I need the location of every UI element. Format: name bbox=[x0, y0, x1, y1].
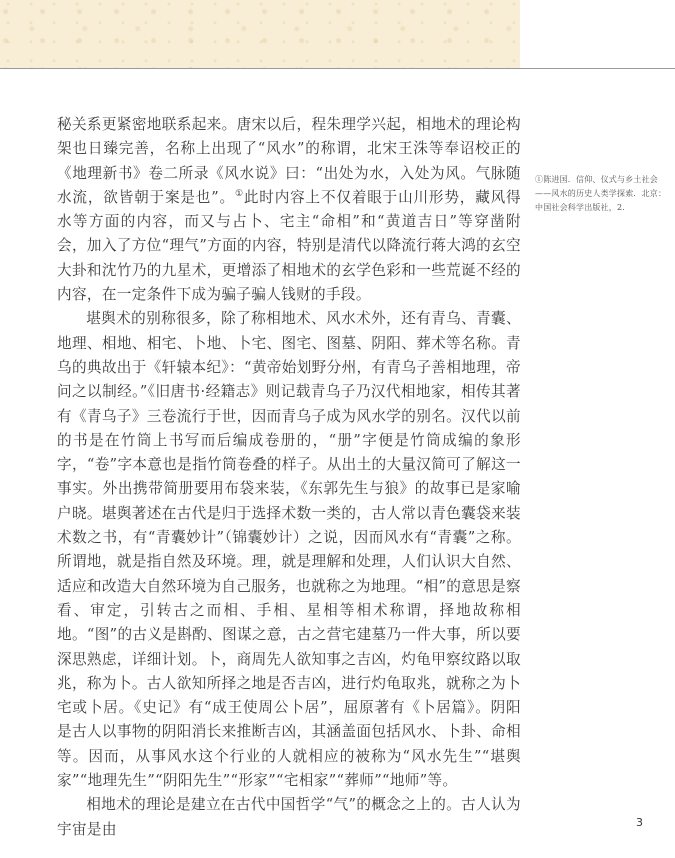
paragraph-1-text-a: 秘关系更紧密地联系起来。唐宋以后，程朱理学兴起，相地术的理论构架也日臻完善，名称上出现了“风水”的称谓，北宋王洙等奉诏校正的《地理新书》卷二所录《风水说》曰：“出处为水，入处为风。气脉随水流，欲皆朝于案是也”。 bbox=[57, 116, 521, 206]
paragraph-1-text-b: 此时内容上不仅着眼于山川形势，藏风得水等方面的内容，而又与占卜、宅主“命相”和“黄道吉日”等穿凿附会，加入了方位“理气”方面的内容，特别是清代以降流行蒋大鸿的玄空大卦和沈竹乃的九星术，更增添了相地术的玄学色彩和一些荒诞不经的内容，在一定条件下成为骗子骗人钱财的手段。 bbox=[57, 188, 521, 304]
paragraph-2: 堪舆术的别称很多，除了称相地术、风水术外，还有青乌、青囊、地理、相地、相宅、卜地、卜宅、图宅、图墓、阴阳、葬术等名称。青乌的典故出于《轩辕本纪》：“黄帝始划野分州，有青乌子善相地理，帝问之以制经。”《旧唐书·经籍志》则记载青乌子乃汉代相地家，相传其著有《青乌子》三卷流行于世，因而青乌子成为风水学的别名。汉代以前的书是在竹筒上书写而后编成卷册的，“册”字便是竹筒成编的象形字，“卷”字本意也是指竹筒卷叠的样子。从出土的大量汉简可了解这一事实。外出携带简册要用布袋来装，《东郭先生与狼》的故事已是家喻户晓。堪舆著述在古代是归于选择术数一类的，古人常以青色囊袋来装术数之书，有“青囊妙计”（锦囊妙计）之说，因而风水有“青囊”之称。所谓地，就是指自然及环境。理，就是理解和处理，人们认识大自然、适应和改造大自然环境为自己服务，也就称之为地理。“相”的意思是察看、审定，引转古之而相、手相、星相等相术称谓，择地故称相地。“图”的古义是斟酌、图谋之意，古之营宅建墓乃一件大事，所以要深思熟虑，详细计划。卜，商周先人欲知事之吉凶，灼龟甲察纹路以取兆，称为卜。古人欲知所择之地是否吉凶，进行灼龟取兆，就称之为卜宅或卜居。《史记》有“成王使周公卜居”，屈原著有《卜居篇》。阴阳是古人以事物的阴阳消长来推断吉凶，其涵盖面包括风水、卜卦、命相等。因而，从事风水这个行业的人就相应的被称为“风水先生”“堪舆家”“地理先生”“阴阳先生”“形家”“宅相家”“葬师”“地师”等。 bbox=[57, 310, 521, 790]
header-rule bbox=[0, 68, 675, 69]
footnote-reference[interactable]: ① bbox=[234, 189, 244, 200]
body-text bbox=[57, 113, 521, 842]
page-number: 3 bbox=[636, 816, 643, 829]
paragraph-1 bbox=[57, 113, 521, 307]
header-decorative-banner bbox=[0, 0, 520, 68]
side-footnote: ①陈进国．信仰、仪式与乡土社会——风水的历史人类学探索．北京：中国社会科学出版社，2. bbox=[535, 175, 667, 212]
paragraph-3: 相地术的理论是建立在古代中国哲学“气”的概念之上的。古人认为宇宙是由 bbox=[57, 796, 521, 838]
